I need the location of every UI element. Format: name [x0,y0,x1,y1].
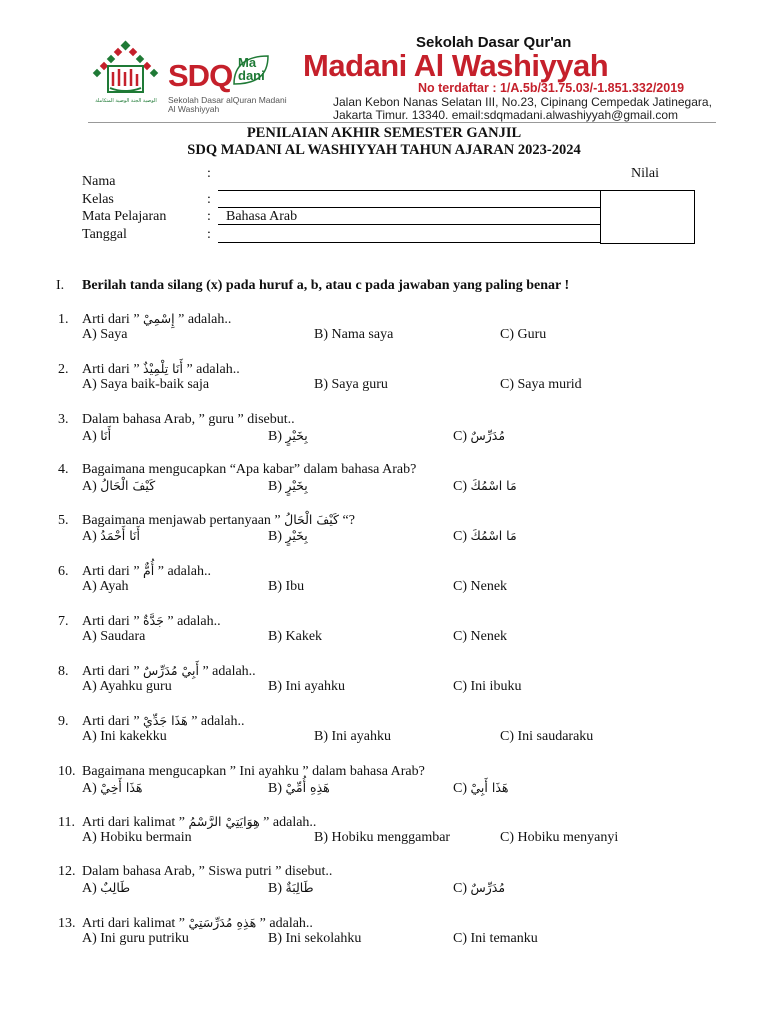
question-7 [58,613,221,630]
colon-mapel: : [207,209,211,224]
option-arabic: مَا اسْمُكَ [470,528,517,544]
option-a[interactable] [82,880,130,897]
question-text-post: “? [339,513,355,529]
option-letter: B) [268,529,286,545]
option-letter: C) [453,478,471,494]
question-8 [58,663,256,680]
question-text-pre: Arti dari ” [82,714,144,730]
question-text-pre: Bagaimana menjawab pertanyaan ” [82,513,285,529]
option-arabic: هَذَا أَبِيْ [470,779,509,795]
label-tanggal: Tanggal [82,227,127,242]
option-a[interactable] [82,780,143,797]
option-b[interactable] [268,478,308,495]
registration-number: No terdaftar : 1/A.5b/31.75.03/-1.851.332/2019 [418,81,685,95]
option-a[interactable] [82,528,140,545]
option-letter: C) [453,780,471,796]
option-b[interactable] [268,428,308,445]
option-letter: A) [82,478,101,494]
question-4 [58,462,416,478]
question-text-pre: Arti dari ” [82,312,144,327]
option-c[interactable] [453,880,505,897]
option-a[interactable]: A) Ini guru putriku [82,930,189,946]
question-number: 12. [58,864,76,880]
question-text-post: ” adalah.. [154,563,211,579]
question-text-post: ” adalah.. [256,915,313,931]
sdq-logo [168,55,287,114]
field-line-tanggal [218,242,600,243]
option-c[interactable]: C) Saya murid [500,377,582,393]
question-text-pre: Arti dari kalimat ” [82,915,189,931]
question-number: 11. [58,815,75,830]
question-1 [58,311,231,328]
option-a[interactable]: A) Saya baik-baik saja [82,377,210,393]
logo-arabic-text: الوصية الجنة الوصية المتكاملة [95,98,157,104]
option-b[interactable]: B) Ini sekolahku [268,930,362,946]
question-text-pre: Arti dari ” [82,664,144,680]
question-number: 1. [58,312,69,327]
option-arabic: مُدَرِّسٌ [470,427,506,443]
option-arabic: طَالِبٌ [100,880,131,896]
option-letter: A) [82,428,101,444]
exam-title: PENILAIAN AKHIR SEMESTER GANJIL [246,125,522,141]
question-number: 10. [58,763,76,779]
option-b[interactable]: B) Ini ayahku [314,729,391,745]
sdq-subtitle-2: Al Washiyyah [168,104,220,114]
question-number: 4. [58,461,69,477]
question-arabic: إِسْمِيْ [143,311,175,326]
colon-nama: : [207,166,211,181]
question-number: 8. [58,664,69,680]
question-text-post: ” adalah.. [187,714,245,730]
colon-kelas: : [207,192,211,207]
option-a[interactable]: A) Ayah [82,578,129,594]
option-a[interactable]: A) Ini kakekku [82,729,167,745]
section-instruction: Berilah tanda silang (x) pada huruf a, b, atau c pada jawaban yang paling benar ! [82,278,570,293]
colon-tanggal: : [207,227,211,242]
option-arabic: هَذِهِ أُمِّيْ [285,779,330,795]
school-name: Madani Al Washiyyah [303,48,609,83]
option-a[interactable] [82,478,155,495]
question-6 [58,563,211,580]
question-2 [58,361,240,378]
question-arabic: أَنَا تِلْمِيْذٌ [143,361,183,377]
option-arabic: مَا اسْمُكَ [470,477,517,493]
question-text: Bagaimana mengucapkan “Apa kabar” dalam bahasa Arab? [82,461,417,477]
option-c[interactable] [453,428,505,445]
option-b[interactable]: B) Hobiku menggambar [314,830,451,845]
question-number: 6. [58,563,69,579]
option-b[interactable]: B) Saya guru [314,377,388,393]
option-b[interactable]: B) Kakek [268,628,323,644]
option-letter: A) [82,780,101,796]
question-number: 9. [58,714,69,730]
question-arabic: هَذِهِ مُدَرِّسَتِيْ [188,914,257,930]
option-letter: B) [268,881,286,897]
question-text-pre: Arti dari kalimat ” [82,815,189,830]
exam-subtitle: SDQ MADANI AL WASHIYYAH TAHUN AJARAN 2023-2024 [187,142,581,158]
option-c[interactable]: C) Nenek [453,628,508,644]
question-text-post: ” adalah.. [259,815,317,830]
question-arabic: أُمٌّ [143,562,155,578]
question-text-pre: Arti dari ” [82,362,144,378]
question-text-post: ” adalah.. [182,362,240,378]
option-b[interactable] [268,528,308,545]
option-c[interactable] [453,478,517,495]
option-arabic: بِخَيْرٍ [285,477,308,493]
question-11 [58,814,316,831]
question-number: 3. [58,411,69,427]
option-a[interactable]: A) Hobiku bermain [82,830,192,845]
option-arabic: كَيْفَ الْحَالُ [100,477,156,493]
option-letter: C) [453,529,471,545]
label-kelas: Kelas [82,192,114,207]
option-letter: B) [268,780,286,796]
option-c[interactable]: C) Nenek [453,578,508,594]
option-arabic: هَذَا أَخِيْ [100,779,143,795]
option-a[interactable]: A) Saya [82,327,128,342]
option-c[interactable] [453,528,517,545]
question-number: 13. [58,915,76,931]
mata-pelajaran-value: Bahasa Arab [226,209,298,224]
option-b[interactable] [268,780,330,797]
address-line-2: Jakarta Timur. 13340. email:sdqmadani.alwashiyyah@gmail.com [333,108,679,122]
question-text-post: ” adalah.. [174,312,232,327]
question-text-post: ” adalah.. [198,664,256,680]
question-text-post: ” adalah.. [163,613,221,629]
school-subtitle: Sekolah Dasar Qur'an [416,34,572,51]
question-arabic: هَذَا جَدِّيْ [143,713,188,729]
question-9 [58,713,244,730]
question-5 [58,512,355,529]
sdq-text: SDQ [168,58,233,93]
question-text: Bagaimana mengucapkan ” Ini ayahku ” dalam bahasa Arab? [82,763,425,779]
question-10 [58,764,425,780]
label-mata-pelajaran: Mata Pelajaran [82,209,167,224]
nilai-box[interactable] [600,190,695,244]
option-arabic: أَنَا [100,427,112,443]
label-nama: Nama [82,174,116,189]
option-a[interactable] [82,428,111,445]
header-divider [88,122,716,123]
question-arabic: هِوَايَتِيْ الرَّسْمُ [188,814,260,829]
address-line-1: Jalan Kebon Nanas Selatan III, No.23, Cipinang Cempedak Jatinegara, [333,95,712,109]
madani-text: Ma dani [238,55,265,83]
option-arabic: بِخَيْرٍ [285,427,308,443]
option-arabic: طَالِبَةٌ [285,880,314,896]
option-a[interactable]: A) Ayahku guru [82,679,172,695]
option-c[interactable]: C) Ini temanku [453,930,538,946]
question-text: Dalam bahasa Arab, ” guru ” disebut.. [82,411,295,427]
option-letter: A) [82,881,101,897]
option-c[interactable]: C) Ini saudaraku [500,729,594,745]
option-arabic: أَنَا أَحْمَدُ [100,528,141,544]
question-12 [58,864,332,880]
field-line-mapel [218,224,600,225]
option-c[interactable]: C) Ini ibuku [453,679,522,695]
option-a[interactable]: A) Saudara [82,628,146,644]
sdq-subtitle-1: Sekolah Dasar alQuran Madani [168,95,287,105]
question-number: 7. [58,613,69,629]
question-arabic: جَدَّةٌ [143,612,164,628]
option-arabic: بِخَيْرٍ [285,528,308,544]
question-arabic: أَبِيْ مُدَرِّسٌ [143,663,199,679]
option-letter: A) [82,529,101,545]
option-c[interactable] [453,780,508,797]
option-b[interactable] [268,880,314,897]
option-letter: B) [268,478,286,494]
question-text-pre: Arti dari ” [82,563,144,579]
nilai-label: Nilai [631,166,659,181]
option-c[interactable]: C) Hobiku menyanyi [500,830,619,845]
field-line-nama [218,190,600,191]
question-13 [58,915,313,932]
field-line-kelas [218,207,600,208]
option-b[interactable]: B) Ini ayahku [268,679,345,695]
question-text: Dalam bahasa Arab, ” Siswa putri ” disebut.. [82,864,333,880]
option-b[interactable]: B) Ibu [268,578,305,594]
option-letter: B) [268,428,286,444]
question-arabic: كَيْفَ الْحَالُ [284,512,340,528]
option-c[interactable]: C) Guru [500,327,547,342]
option-letter: C) [453,428,471,444]
option-b[interactable]: B) Nama saya [314,327,394,342]
option-letter: C) [453,881,471,897]
option-arabic: مُدَرِّسٌ [470,880,506,896]
question-number: 2. [58,362,69,378]
question-number: 5. [58,513,69,529]
question-3 [58,412,295,428]
question-text-pre: Arti dari ” [82,613,144,629]
section-number: I. [56,278,65,293]
